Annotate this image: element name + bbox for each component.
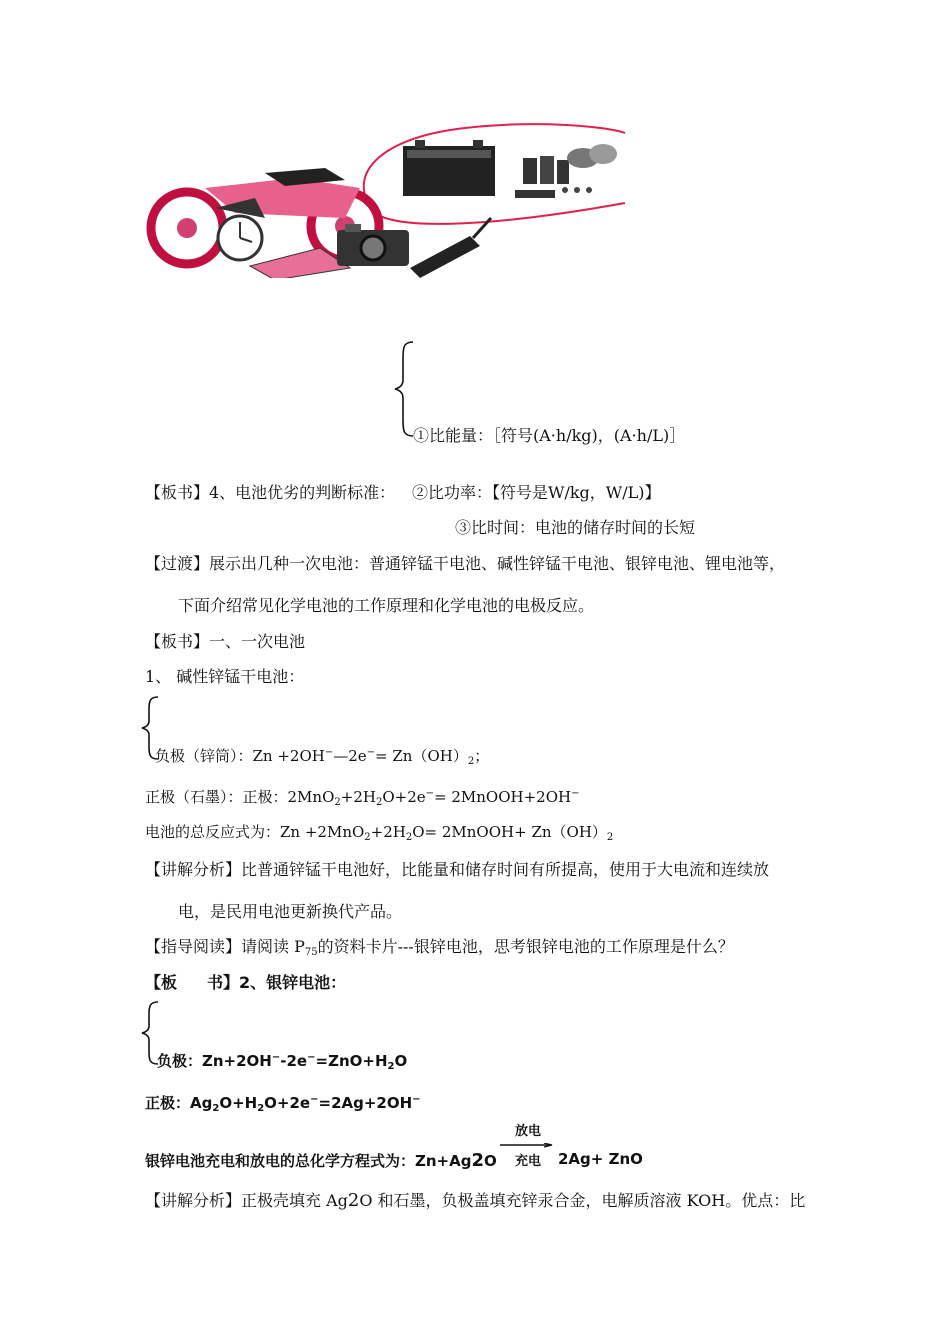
silver-zinc-title: 【板 书】2、银锌电池： xyxy=(145,973,347,992)
silver-total-products: 2Ag+ ZnO xyxy=(558,1150,643,1168)
arrow-label-discharge: 放电 xyxy=(514,1124,541,1139)
silver-negative-electrode: 负极：$Zn+2OH^--2e^-=ZnO+H_2O$ xyxy=(157,1052,408,1072)
reversible-arrow xyxy=(500,1124,556,1169)
transition-line-2: 下面介绍常见化学电池的工作原理和化学电池的电极反应。 xyxy=(178,596,595,615)
guided-reading: 【指导阅读】请阅读 $P_{75}$的资料卡片---银锌电池，思考银锌电池的工作原理是什么？ xyxy=(145,937,734,958)
transition-line-1: 【过渡】展示出几种一次电池：普通锌锰干电池、碱性锌锰干电池、银锌电池、锂电池等， xyxy=(145,554,786,573)
left-brace xyxy=(393,340,415,438)
analysis-line-1: 【讲解分析】比普通锌锰干电池好，比能量和储存时间有所提高，使用于大电流和连续放 xyxy=(145,860,770,879)
calculator-icon xyxy=(250,248,350,278)
clock-icon xyxy=(218,216,262,260)
right-arrow-icon xyxy=(500,1143,556,1151)
silver-positive-electrode: 正极：$Ag_2O+H_2O+2e^-=2Ag+2OH^-$ xyxy=(145,1094,421,1114)
board-heading-battery-criteria: 【板书】4、电池优劣的判断标准： xyxy=(145,483,396,502)
battery-devices-illustration xyxy=(145,118,635,278)
alkaline-positive-electrode: 正极（石墨）：正极：$2MnO_2+2H_2O+2e^-=$ 2MnOOH+2OH− xyxy=(145,788,580,808)
analysis-line-2: 电，是民用电池更新换代产品。 xyxy=(178,902,403,921)
camera-icon xyxy=(337,224,409,266)
criterion-specific-energy: ①比能量：［符号(A·h/kg)，(A·h/L)］ xyxy=(413,426,686,445)
alkaline-negative-electrode: 负极（锌筒）：Zn +2OH−—2e−= $Zn(OH)_2$； xyxy=(155,747,490,767)
board-primary-battery: 【板书】一、一次电池 xyxy=(145,632,306,651)
criterion-specific-power: ②比功率：【符号是W/kg，W/L)】 xyxy=(412,483,661,502)
small-batteries-icon xyxy=(515,144,617,198)
car-battery-icon xyxy=(403,140,495,196)
criterion-storage-time: ③比时间：电池的储存时间的长短 xyxy=(455,518,696,537)
alkaline-total-reaction: 电池的总反应式为：$Zn +2MnO_2+2H_2O=$ 2MnOOH+ $Zn(OH)_2$ xyxy=(145,823,614,843)
silver-total-equation: 银锌电池充电和放电的总化学方程式为：Zn+Ag2O xyxy=(145,1150,497,1171)
analysis-silver: 【讲解分析】正极壳填充 Ag2O 和石墨，负极盖填充锌汞合金，电解质溶液 KOH。优点：比 xyxy=(145,1190,806,1211)
arrow-label-charge: 充电 xyxy=(514,1154,541,1169)
alkaline-title: 1、 碱性锌锰干电池： xyxy=(145,667,305,686)
mobile-phone-icon xyxy=(410,218,491,278)
